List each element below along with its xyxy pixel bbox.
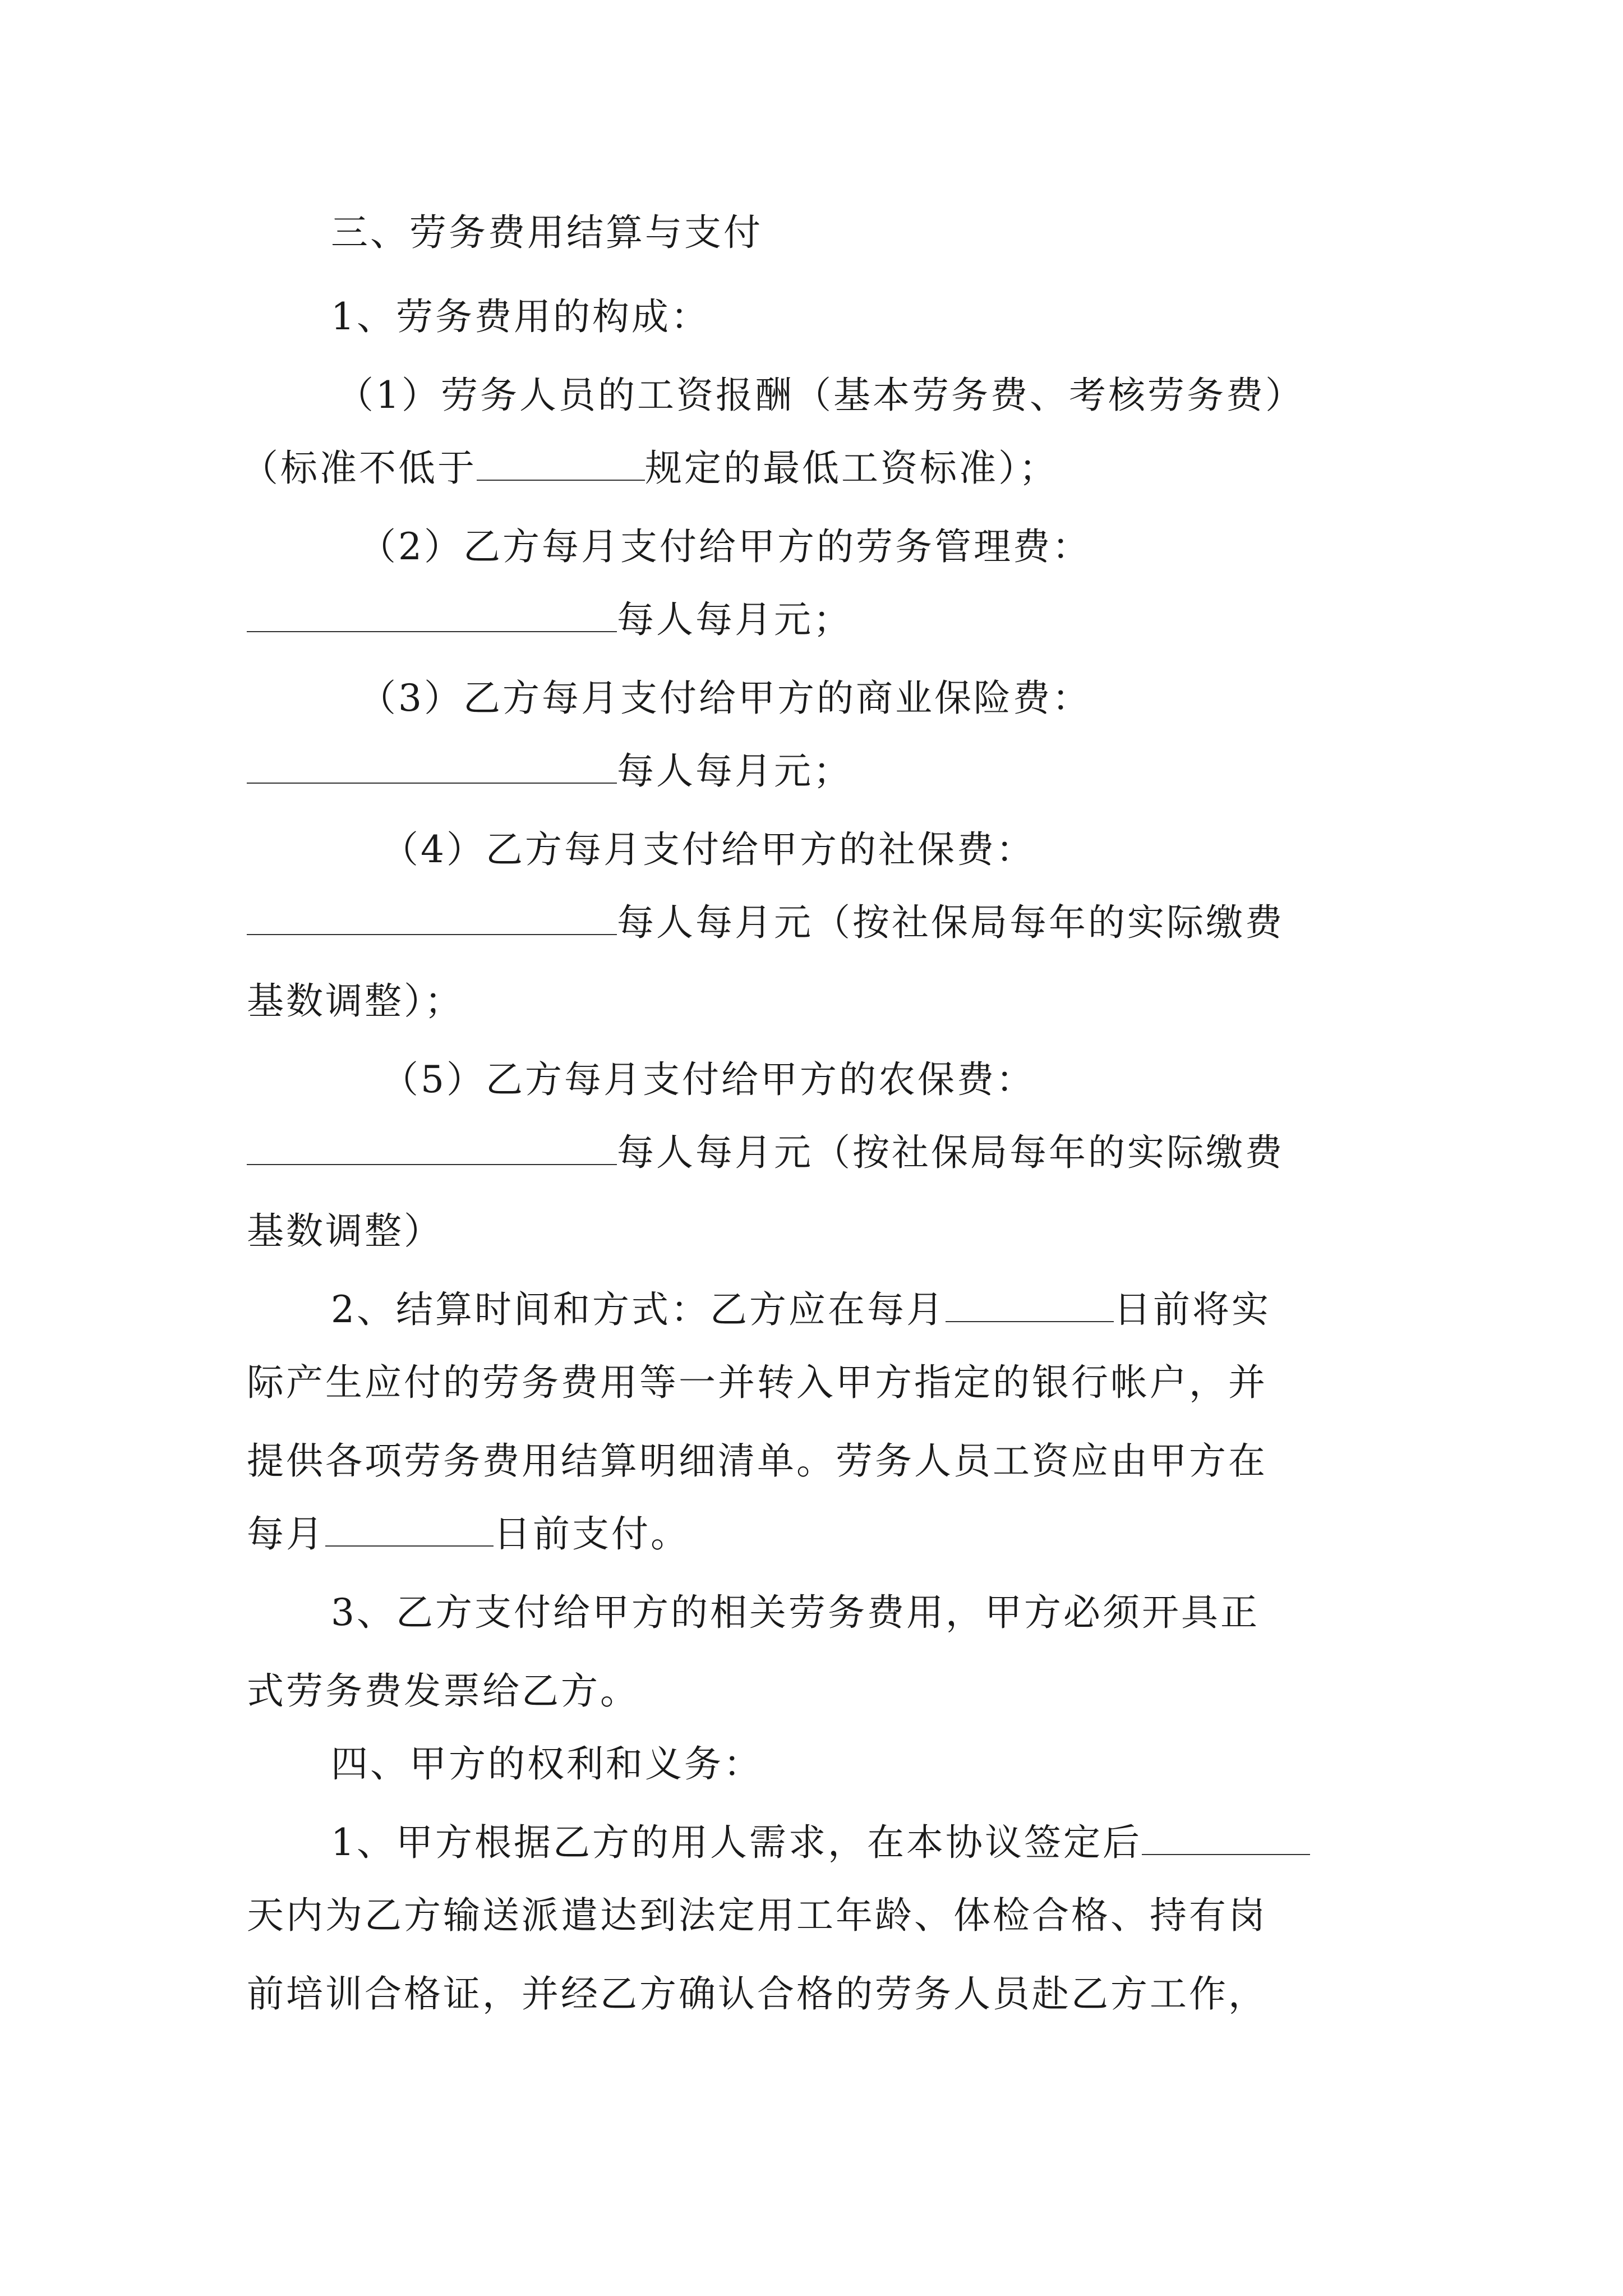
paragraph-line [381,1055,1357,1105]
text: 每人每月元； [617,598,852,641]
text: 1、甲方根据乙方的用人需求，在本协议签定后 [331,1821,1142,1864]
fill-blank [247,596,617,632]
fill-blank [1142,1819,1310,1855]
text: 每人每月元（按社保局每年的实际缴费 [617,1131,1284,1174]
paragraph-line [247,1358,1374,1408]
paragraph-line [247,1666,1374,1717]
paragraph-line [247,898,1374,948]
fill-blank [477,445,645,481]
fill-blank [247,748,617,784]
fill-blank [946,1286,1114,1322]
section-heading [331,208,1458,258]
text: 日前将实 [1114,1288,1271,1331]
text: 每月 [247,1512,325,1556]
paragraph-line [247,1969,1374,2019]
text: （5）乙方每月支付给甲方的农保费： [381,1058,1035,1101]
paragraph-line [359,522,1357,572]
paragraph-line [247,976,1374,1027]
text: 3、乙方支付给甲方的相关劳务费用，甲方必须开具正 [331,1591,1260,1634]
text: 1、劳务费用的构成： [331,295,710,338]
text: （4）乙方每月支付给甲方的社保费： [381,828,1035,871]
paragraph-line [331,1285,1458,1335]
text: （标准不低于 [241,447,477,490]
paragraph-line [331,1588,1458,1638]
paragraph-line [241,443,1368,494]
text: （2）乙方每月支付给甲方的劳务管理费： [359,525,1091,568]
text: 提供各项劳务费用结算明细清单。劳务人员工资应由甲方在 [247,1439,1267,1483]
paragraph-line [359,673,1357,724]
text: 基数调整） [247,1209,443,1253]
paragraph-line [247,595,1374,645]
text: （1）劳务人员的工资报酬（基本劳务费、考核劳务费） [336,374,1304,417]
text: 式劳务费发票给乙方。 [247,1669,639,1713]
text: 际产生应付的劳务费用等一并转入甲方指定的银行帐户，并 [247,1361,1267,1404]
paragraph-line [247,1890,1374,1941]
fill-blank [247,899,617,935]
text: （3）乙方每月支付给甲方的商业保险费： [359,677,1091,720]
fill-blank [325,1511,494,1547]
text: 前培训合格证，并经乙方确认合格的劳务人员赴乙方工作， [247,1972,1267,2016]
paragraph-line [331,292,1458,342]
paragraph-line [336,370,1436,421]
text: 规定的最低工资标准）； [645,447,1058,490]
text: 2、结算时间和方式：乙方应在每月 [331,1288,946,1331]
text: 日前支付。 [494,1512,690,1556]
text: 四、甲方的权利和义务： [331,1742,763,1786]
paragraph-line [331,1818,1458,1868]
paragraph-line [247,1509,1374,1559]
paragraph-line [381,825,1357,875]
text: 基数调整）； [247,979,464,1023]
text: 三、劳务费用结算与支付 [331,211,763,254]
paragraph-line [247,1128,1374,1178]
text: 天内为乙方输送派遣达到法定用工年龄、体检合格、持有岗 [247,1894,1267,1937]
paragraph-line [247,1436,1374,1487]
fill-blank [247,1129,617,1165]
section-heading [331,1739,1458,1789]
paragraph-line [247,746,1374,797]
text: 每人每月元； [617,749,852,793]
paragraph-line [247,1206,1374,1257]
text: 每人每月元（按社保局每年的实际缴费 [617,901,1284,944]
